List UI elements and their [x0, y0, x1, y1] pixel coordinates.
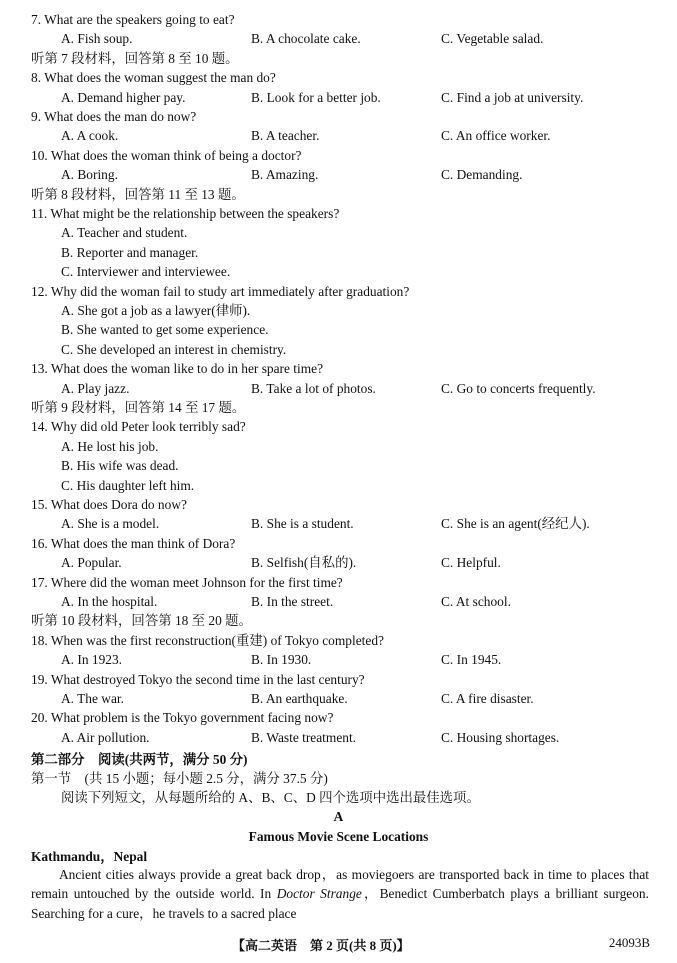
section-heading: 听第 7 段材料，回答第 8 至 10 题。: [31, 51, 239, 66]
question-stem: 11. What might be the relationship between the speakers?: [31, 206, 340, 221]
option-a: A. The war.: [61, 691, 124, 706]
option-c: C. At school.: [441, 594, 511, 609]
option-c: C. Go to concerts frequently.: [441, 381, 596, 396]
option-b: B. Waste treatment.: [251, 730, 357, 745]
option-a: A. She is a model.: [61, 516, 160, 531]
options-row: [31, 650, 657, 669]
option-a: A. He lost his job.: [61, 439, 159, 454]
option-c: C. In 1945.: [441, 652, 502, 667]
option-b: B. Look for a better job.: [251, 90, 381, 105]
option-b: B. A teacher.: [251, 128, 320, 143]
option-b: B. In 1930.: [251, 652, 312, 667]
option-c: C. Helpful.: [441, 555, 501, 570]
option-c: C. An office worker.: [441, 128, 551, 143]
question-stem: 7. What are the speakers going to eat?: [31, 12, 235, 27]
footer-code: 24093B: [608, 935, 650, 950]
option-b: B. His wife was dead.: [61, 458, 179, 473]
option-a: A. A cook.: [61, 128, 119, 143]
question-stem: 19. What destroyed Tokyo the second time in the last century?: [31, 672, 365, 687]
option-a: A. In the hospital.: [61, 594, 158, 609]
options-row: [31, 88, 657, 107]
option-c: C. Interviewer and interviewee.: [61, 264, 231, 279]
option-c: C. A fire disaster.: [441, 691, 534, 706]
footer-label: 【高二英语 第 2 页(共 8 页)】: [232, 938, 410, 953]
options-row: [31, 689, 657, 708]
paragraph-text-1: Ancient cities always provide a great back drop，as moviegoers are transported back in time to places that remain untouched by the outside world. In: [31, 867, 649, 902]
option-b: B. In the street.: [251, 594, 334, 609]
options-row: [31, 126, 657, 145]
paragraph-text-2: ，Benedict Cumberbatch plays a brilliant surgeon. Searching for a cure，he travels to a sacred place: [31, 886, 649, 921]
option-a: A. Play jazz.: [61, 381, 130, 396]
option-c: C. His daughter left him.: [61, 478, 195, 493]
option-b: B. An earthquake.: [251, 691, 348, 706]
location-heading: Kathmandu，Nepal: [31, 849, 148, 864]
option-b: B. Amazing.: [251, 167, 319, 182]
question-stem: 8. What does the woman suggest the man do?: [31, 70, 276, 85]
options-row: [31, 379, 657, 398]
question-stem: 20. What problem is the Tokyo government facing now?: [31, 710, 334, 725]
question-stem: 16. What does the man think of Dora?: [31, 536, 236, 551]
options-row: [31, 553, 657, 572]
section1-heading: 第一节 (共 15 小题；每小题 2.5 分，满分 37.5 分): [31, 771, 328, 786]
options-row: [31, 728, 657, 747]
option-b: B. She wanted to get some experience.: [61, 322, 269, 337]
option-a: A. Boring.: [61, 167, 118, 182]
part2-title: 第二部分 阅读(共两节，满分 50 分): [31, 752, 248, 767]
option-c: C. She is an agent(经纪人).: [441, 516, 590, 531]
option-a: A. Fish soup.: [61, 31, 133, 46]
option-c: C. She developed an interest in chemistry.: [61, 342, 287, 357]
options-row: [31, 165, 657, 184]
option-c: C. Demanding.: [441, 167, 523, 182]
question-stem: 9. What does the man do now?: [31, 109, 197, 124]
option-b: B. Reporter and manager.: [61, 245, 199, 260]
section-heading: 听第 8 段材料，回答第 11 至 13 题。: [31, 187, 245, 202]
passage-title: Famous Movie Scene Locations: [248, 829, 429, 844]
option-a: A. In 1923.: [61, 652, 122, 667]
option-a: A. Demand higher pay.: [61, 90, 186, 105]
option-c: C. Housing shortages.: [441, 730, 560, 745]
option-a: A. Teacher and student.: [61, 225, 188, 240]
section-heading: 听第 10 段材料，回答第 18 至 20 题。: [31, 613, 252, 628]
options-row: [31, 592, 657, 611]
option-c: C. Vegetable salad.: [441, 31, 544, 46]
option-a: A. She got a job as a lawyer(律师).: [61, 303, 251, 318]
option-a: A. Popular.: [61, 555, 122, 570]
options-row: [31, 514, 657, 533]
option-b: B. A chocolate cake.: [251, 31, 361, 46]
question-stem: 14. Why did old Peter look terribly sad?: [31, 419, 246, 434]
reading-instruction: 阅读下列短文，从每题所给的 A、B、C、D 四个选项中选出最佳选项。: [61, 790, 480, 805]
page-footer: [0, 935, 677, 955]
option-c: C. Find a job at university.: [441, 90, 584, 105]
movie-title: Doctor Strange: [276, 886, 362, 902]
option-b: B. Selfish(自私的).: [251, 555, 357, 570]
question-stem: 13. What does the woman like to do in her spare time?: [31, 361, 324, 376]
option-b: B. Take a lot of photos.: [251, 381, 376, 396]
question-stem: 12. Why did the woman fail to study art immediately after graduation?: [31, 284, 410, 299]
option-b: B. She is a student.: [251, 516, 354, 531]
passage-letter: A: [333, 809, 344, 824]
question-stem: 10. What does the woman think of being a doctor?: [31, 148, 302, 163]
option-a: A. Air pollution.: [61, 730, 150, 745]
options-row: [31, 29, 657, 48]
section-heading: 听第 9 段材料，回答第 14 至 17 题。: [31, 400, 246, 415]
passage-paragraph: [31, 865, 649, 923]
question-stem: 17. Where did the woman meet Johnson for the first time?: [31, 575, 343, 590]
question-stem: 15. What does Dora do now?: [31, 497, 187, 512]
question-stem: 18. When was the first reconstruction(重建) of Tokyo completed?: [31, 633, 384, 648]
